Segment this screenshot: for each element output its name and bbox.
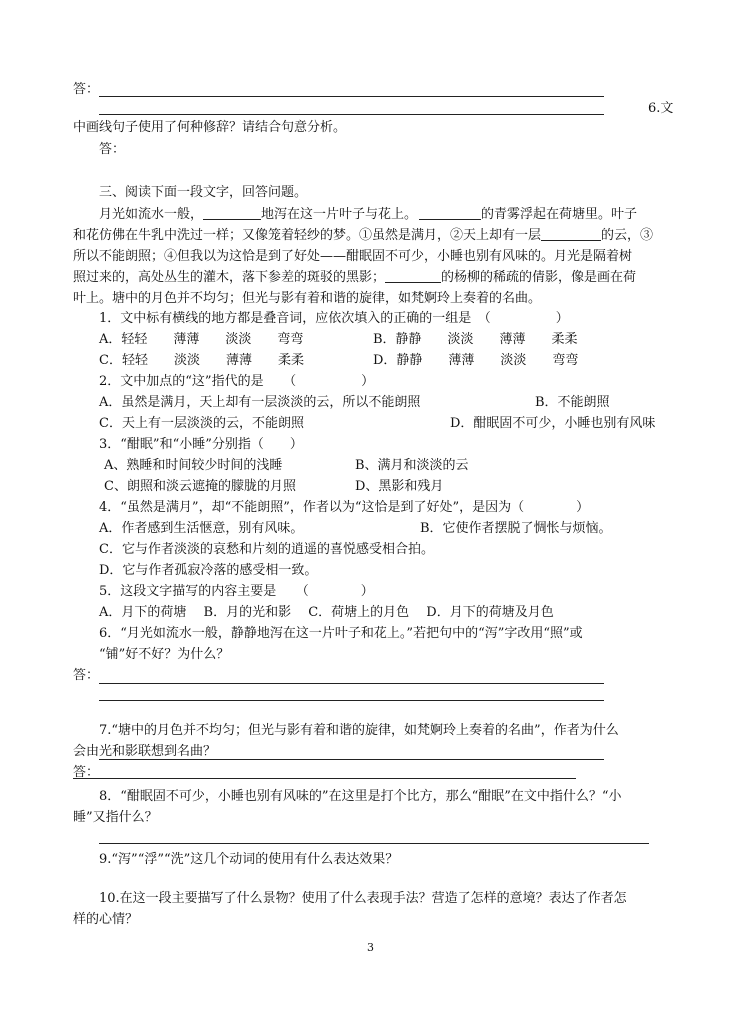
question-2-stem: 2．文中加点的“这”指代的是 （ ） bbox=[99, 374, 375, 389]
question-5-stem: 5．这段文字描写的内容主要是 （ ） bbox=[99, 584, 374, 599]
option-a[interactable]: A．作者感到生活惬意，别有风味。 bbox=[99, 521, 304, 536]
question-10-stem: 样的心情？ bbox=[73, 912, 139, 927]
answer-line[interactable] bbox=[99, 700, 604, 701]
answer-label: 答： bbox=[73, 765, 100, 780]
passage-line bbox=[99, 205, 637, 225]
answer-line[interactable] bbox=[99, 114, 604, 115]
option-a[interactable]: A．虽然是满月，天上却有一层淡淡的云，所以不能朗照 bbox=[99, 395, 421, 410]
option-c[interactable]: C、朗照和淡云遮掩的朦胧的月照 bbox=[104, 479, 296, 494]
option-c[interactable]: C．天上有一层淡淡的云，不能朗照 bbox=[99, 416, 304, 431]
answer-line[interactable] bbox=[99, 759, 604, 760]
option-b[interactable]: B．它使作者摆脱了惆怅与烦恼。 bbox=[420, 521, 612, 536]
question-number: 6.文 bbox=[648, 101, 674, 116]
question-7-stem: 会由光和影联想到名曲？ bbox=[73, 744, 217, 759]
answer-label: 答： bbox=[99, 142, 126, 157]
passage-line: 叶上。塘中的月色并不均匀；但光与影有着和谐的旋律，如梵婀玲上奏着的名曲。 bbox=[73, 291, 542, 306]
passage-line bbox=[73, 268, 636, 288]
section-heading: 三、阅读下面一段文字，回答问题。 bbox=[99, 185, 308, 200]
passage-text: 照过来的，高处丛生的灌木，落下参差的斑驳的黑影； bbox=[73, 270, 386, 285]
passage-text: 的青雾浮起在荷塘里。叶子 bbox=[481, 207, 638, 222]
question-3-stem: 3．“酣眠”和“小睡”分别指（ ） bbox=[99, 437, 303, 452]
option-b[interactable]: B、满月和淡淡的云 bbox=[355, 458, 469, 473]
answer-line[interactable] bbox=[99, 683, 604, 684]
option-c[interactable]: C．轻轻 淡淡 薄薄 柔柔 bbox=[99, 353, 304, 368]
question-8-stem: 8．“酣眠固不可少，小睡也别有风味的”在这里是打个比方，那么“酣眠”在文中指什么？“小 bbox=[99, 789, 622, 804]
answer-line[interactable] bbox=[99, 96, 604, 97]
question-10-stem: 10.在这一段主要描写了什么景物？使用了什么表现手法？营造了怎样的意境？表达了作者怎 bbox=[99, 891, 627, 906]
passage-text: 地泻在这一片叶子与花上。 bbox=[261, 207, 418, 222]
option-b[interactable]: B．不能朗照 bbox=[535, 395, 610, 410]
option-a[interactable]: A．轻轻 薄薄 淡淡 弯弯 bbox=[99, 332, 304, 347]
question-4-stem: 4．“虽然是满月”，却“不能朗照”，作者以为“这恰是到了好处”，是因为（ ） bbox=[99, 500, 590, 515]
question-6-stem: “铺”好不好？为什么？ bbox=[99, 647, 230, 662]
option-c[interactable]: C．它与作者淡淡的哀愁和片刻的逍遥的喜悦感受相合拍。 bbox=[99, 542, 434, 557]
option-d[interactable]: D．它与作者孤寂冷落的感受相一致。 bbox=[99, 563, 318, 578]
passage-text: 的云，③ bbox=[601, 228, 654, 243]
question-1-stem: 1．文中标有横线的地方都是叠音词，应依次填入的正确的一组是 （ ） bbox=[99, 311, 569, 326]
question-text: 中画线句子使用了何种修辞？请结合句意分析。 bbox=[73, 120, 347, 135]
answer-label: 答： bbox=[73, 668, 100, 683]
option-d[interactable]: D、黑影和残月 bbox=[355, 479, 444, 494]
answer-label: 答： bbox=[73, 82, 100, 97]
fill-blank[interactable] bbox=[419, 206, 481, 220]
fill-blank[interactable] bbox=[541, 227, 601, 241]
question-8-stem: 睡”又指什么？ bbox=[73, 810, 158, 825]
question-7-stem: 7.“塘中的月色并不均匀；但光与影有着和谐的旋律，如梵婀玲上奏着的名曲”，作者为什么 bbox=[99, 723, 619, 738]
option-a[interactable]: A、熟睡和时间较少时间的浅睡 bbox=[104, 458, 283, 473]
answer-line[interactable] bbox=[73, 778, 576, 779]
passage-text: 月光如流水一般， bbox=[99, 207, 204, 222]
option-d[interactable]: D．静静 薄薄 淡淡 弯弯 bbox=[373, 353, 579, 368]
page-number: 3 bbox=[367, 941, 374, 954]
fill-blank[interactable] bbox=[203, 206, 261, 220]
question-6-stem: 6．“月光如流水一般，静静地泻在这一片叶子和花上。”若把句中的“泻”字改用“照”或 bbox=[99, 626, 583, 641]
options-row[interactable]: A．月下的荷塘 B．月的光和影 C．荷塘上的月色 D．月下的荷塘及月色 bbox=[99, 605, 554, 620]
passage-line: 所以不能朗照；④但我以为这恰是到了好处——酣眠固不可少，小睡也别有风味的。月光是隔着树 bbox=[73, 249, 633, 264]
question-9-stem: 9.“泻”“浮”“洗”这几个动词的使用有什么表达效果？ bbox=[99, 852, 399, 867]
answer-line[interactable] bbox=[99, 843, 649, 844]
passage-text: 的杨柳的稀疏的倩影，像是画在荷 bbox=[441, 270, 637, 285]
passage-line bbox=[73, 226, 653, 246]
passage-text: 和花仿佛在牛乳中洗过一样；又像笼着轻纱的梦。①虽然是满月，②天上却有一层 bbox=[73, 228, 542, 243]
option-d[interactable]: D．酣眠固不可少，小睡也别有风味 bbox=[450, 416, 656, 431]
fill-blank[interactable] bbox=[385, 269, 441, 283]
option-b[interactable]: B．静静 淡淡 薄薄 柔柔 bbox=[373, 332, 578, 347]
